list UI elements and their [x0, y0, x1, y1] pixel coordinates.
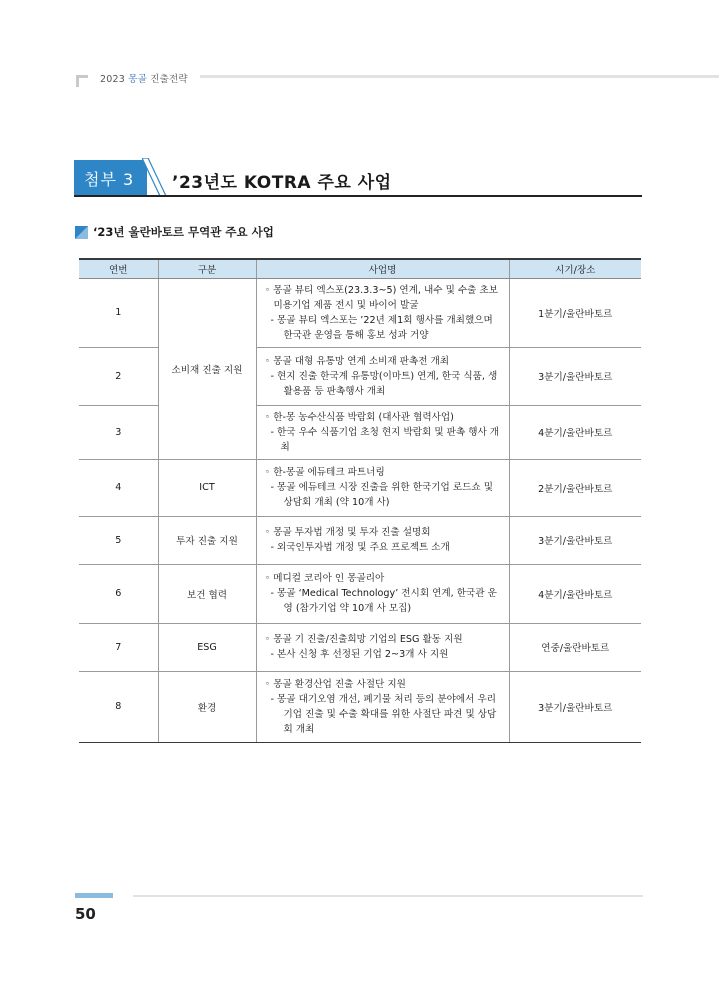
- col-header-project: 사업명: [256, 259, 509, 278]
- desc-line: ◦ 메디컬 코리아 인 몽골리아: [264, 573, 385, 584]
- desc-line: - 외국인투자법 개정 및 주요 프로젝트 소개: [270, 542, 450, 553]
- footer-accent-bar: [75, 893, 113, 898]
- desc-line: - 몽골 대기오염 개선, 폐기물 처리 등의 분야에서 우리 기업 진출 및 수출 확대를 위한 사절단 파견 및 상담회 개최: [270, 693, 497, 735]
- row-number: 8: [79, 671, 158, 742]
- table-row: [79, 459, 641, 516]
- row-category: ESG: [158, 623, 256, 671]
- table-row: [79, 278, 641, 347]
- row-number: 7: [79, 623, 158, 671]
- row-description: [256, 623, 509, 671]
- square-bullet-icon: [75, 226, 88, 239]
- header-corner-mark: [76, 75, 88, 87]
- desc-line: ◦ 몽골 환경산업 진출 사절단 지원: [264, 678, 406, 690]
- desc-line: - 본사 신청 후 선정된 기업 2~3개 사 지원: [270, 649, 449, 660]
- row-number: 1: [79, 278, 158, 347]
- header-country: 몽골: [128, 74, 147, 85]
- projects-table: [79, 258, 641, 743]
- row-category: 보건 협력: [158, 564, 256, 623]
- row-period: 연중/울란바토르: [509, 623, 641, 671]
- row-description: [256, 347, 509, 405]
- table-row: [79, 623, 641, 671]
- desc-line: ◦ 몽골 기 진출/진출희망 기업의 ESG 활동 지원: [264, 634, 463, 645]
- desc-line: ◦ 몽골 대형 유통망 연계 소비재 판촉전 개최: [264, 355, 450, 367]
- page-number: 50: [75, 905, 96, 923]
- desc-line: - 현지 진출 한국계 유통망(이마트) 연계, 한국 식품, 생활용품 등 판촉행사 개최: [270, 370, 498, 397]
- section-slash-icon: [142, 158, 166, 198]
- section-title: ’23년도 KOTRA 주요 사업: [172, 173, 392, 193]
- desc-line: - 몽골 ‘Medical Technology’ 전시회 연계, 한국관 운영 (참가기업 약 10개 사 모집): [270, 588, 497, 614]
- table-row: [79, 564, 641, 623]
- desc-line: ◦ 몽골 뷰티 엑스포(23.3.3~5) 연계, 내수 및 수출 초보 미용기업 제품 전시 및 바이어 발굴: [264, 284, 499, 311]
- row-period: 3분기/울란바토르: [509, 671, 641, 742]
- row-period: 1분기/울란바토르: [509, 278, 641, 347]
- row-period: 3분기/울란바토르: [509, 347, 641, 405]
- row-category: 환경: [158, 671, 256, 742]
- row-period: 4분기/울란바토르: [509, 405, 641, 459]
- row-number: 6: [79, 564, 158, 623]
- desc-line: ◦ 몽골 투자법 개정 및 투자 진출 설명회: [264, 527, 431, 538]
- row-period: 3분기/울란바토르: [509, 516, 641, 564]
- section-badge: 첨부 3: [74, 160, 147, 196]
- col-header-category: 구분: [158, 259, 256, 278]
- footer-rule: [133, 895, 643, 897]
- table-row: [79, 516, 641, 564]
- col-header-period: 시기/장소: [509, 259, 641, 278]
- row-category: ICT: [158, 459, 256, 516]
- section-rule: [74, 195, 642, 197]
- row-number: 2: [79, 347, 158, 405]
- row-number: 5: [79, 516, 158, 564]
- row-description: [256, 671, 509, 742]
- header-title: 진출전략: [150, 74, 188, 85]
- row-description: [256, 516, 509, 564]
- running-header: [100, 71, 188, 85]
- desc-line: - 몽골 뷰티 엑스포는 ’22년 제1회 행사를 개최했으며 한국관 운영을 통해 홍보 성과 거양: [270, 314, 493, 341]
- row-number: 3: [79, 405, 158, 459]
- desc-line: ◦ 한-몽골 에듀테크 파트너링: [264, 467, 385, 478]
- header-rule: [200, 75, 719, 78]
- row-category: 소비재 진출 지원: [158, 278, 256, 459]
- subtitle: ‘23년 울란바토르 무역관 주요 사업: [93, 225, 274, 239]
- header-year: 2023: [100, 74, 125, 85]
- row-number: 4: [79, 459, 158, 516]
- col-header-no: 연번: [79, 259, 158, 278]
- desc-line: - 한국 우수 식품기업 초청 현지 박람회 및 판촉 행사 개최: [270, 426, 500, 453]
- desc-line: - 몽골 에듀테크 시장 진출을 위한 한국기업 로드쇼 및 상담회 개최 (약 10개 사): [270, 482, 493, 508]
- table-row: [79, 671, 641, 742]
- row-description: [256, 564, 509, 623]
- row-description: [256, 459, 509, 516]
- row-category: 투자 진출 지원: [158, 516, 256, 564]
- table-header-row: [79, 259, 641, 278]
- row-description: [256, 278, 509, 347]
- row-period: 2분기/울란바토르: [509, 459, 641, 516]
- row-period: 4분기/울란바토르: [509, 564, 641, 623]
- desc-line: ◦ 한-몽 농수산식품 박람회 (대사관 협력사업): [264, 411, 454, 423]
- row-description: [256, 405, 509, 459]
